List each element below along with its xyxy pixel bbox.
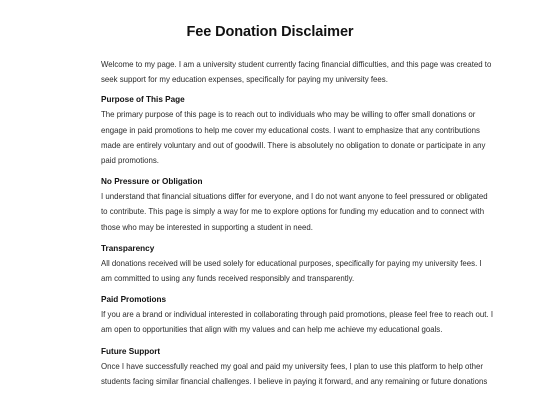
paragraph-line: Once I have successfully reached my goal and paid my university fees, I plan to use this platform to help other [101, 361, 483, 371]
paragraph-line: made are entirely voluntary and out of goodwill. There is absolutely no obligation to donate or participate in any [101, 140, 486, 150]
section-paragraph [101, 256, 482, 286]
section-paid-promotions [101, 293, 493, 337]
paragraph-line: All donations received will be used solely for educational purposes, specifically for paying my university fees. I [101, 258, 482, 268]
paragraph-line: am committed to using any funds received responsibly and transparently. [101, 274, 355, 284]
paragraph-line: I understand that financial situations differ for everyone, and I do not want anyone to feel pressured or obligated [101, 192, 488, 202]
paragraph-line: If you are a brand or individual interested in collaborating through paid promotions, please feel free to reach out. I [101, 310, 493, 320]
intro-line: seek support for my education expenses, specifically for paying my university fees. [101, 75, 388, 85]
section-paragraph [101, 107, 486, 168]
section-transparency [101, 242, 482, 286]
paragraph-line: am open to opportunities that align with my values and can help me achieve my educational goals. [101, 325, 443, 335]
section-heading: No Pressure or Obligation [101, 177, 203, 187]
paragraph-line: to contribute. This page is simply a way for me to explore options for funding my education and to connect with [101, 207, 485, 217]
section-future-support [101, 345, 488, 389]
intro-line: Welcome to my page. I am a university student currently facing financial difficulties, and this page was created to [101, 60, 492, 69]
paragraph-line: engage in paid promotions to help me cover my educational costs. I want to emphasize that any contributions [101, 125, 480, 135]
paragraph-line: those who may be interested in supporting a student in need. [101, 222, 313, 232]
section-heading: Future Support [101, 346, 161, 356]
section-no-pressure [101, 175, 488, 235]
section-heading: Paid Promotions [101, 295, 167, 305]
section-purpose [101, 93, 486, 168]
intro-paragraph [101, 57, 492, 87]
section-paragraph [101, 359, 488, 389]
section-heading: Purpose of This Page [101, 95, 185, 105]
page-title: Fee Donation Disclaimer [186, 24, 354, 40]
paragraph-line: students facing similar financial challenges. I believe in paying it forward, and any remaining or future donations [101, 376, 488, 386]
section-paragraph [101, 189, 488, 235]
paragraph-line: paid promotions. [101, 156, 159, 166]
paragraph-line: The primary purpose of this page is to reach out to individuals who may be willing to offer small donations or [101, 110, 476, 120]
section-heading: Transparency [101, 243, 155, 253]
section-paragraph [101, 307, 493, 337]
document-body [101, 57, 493, 389]
